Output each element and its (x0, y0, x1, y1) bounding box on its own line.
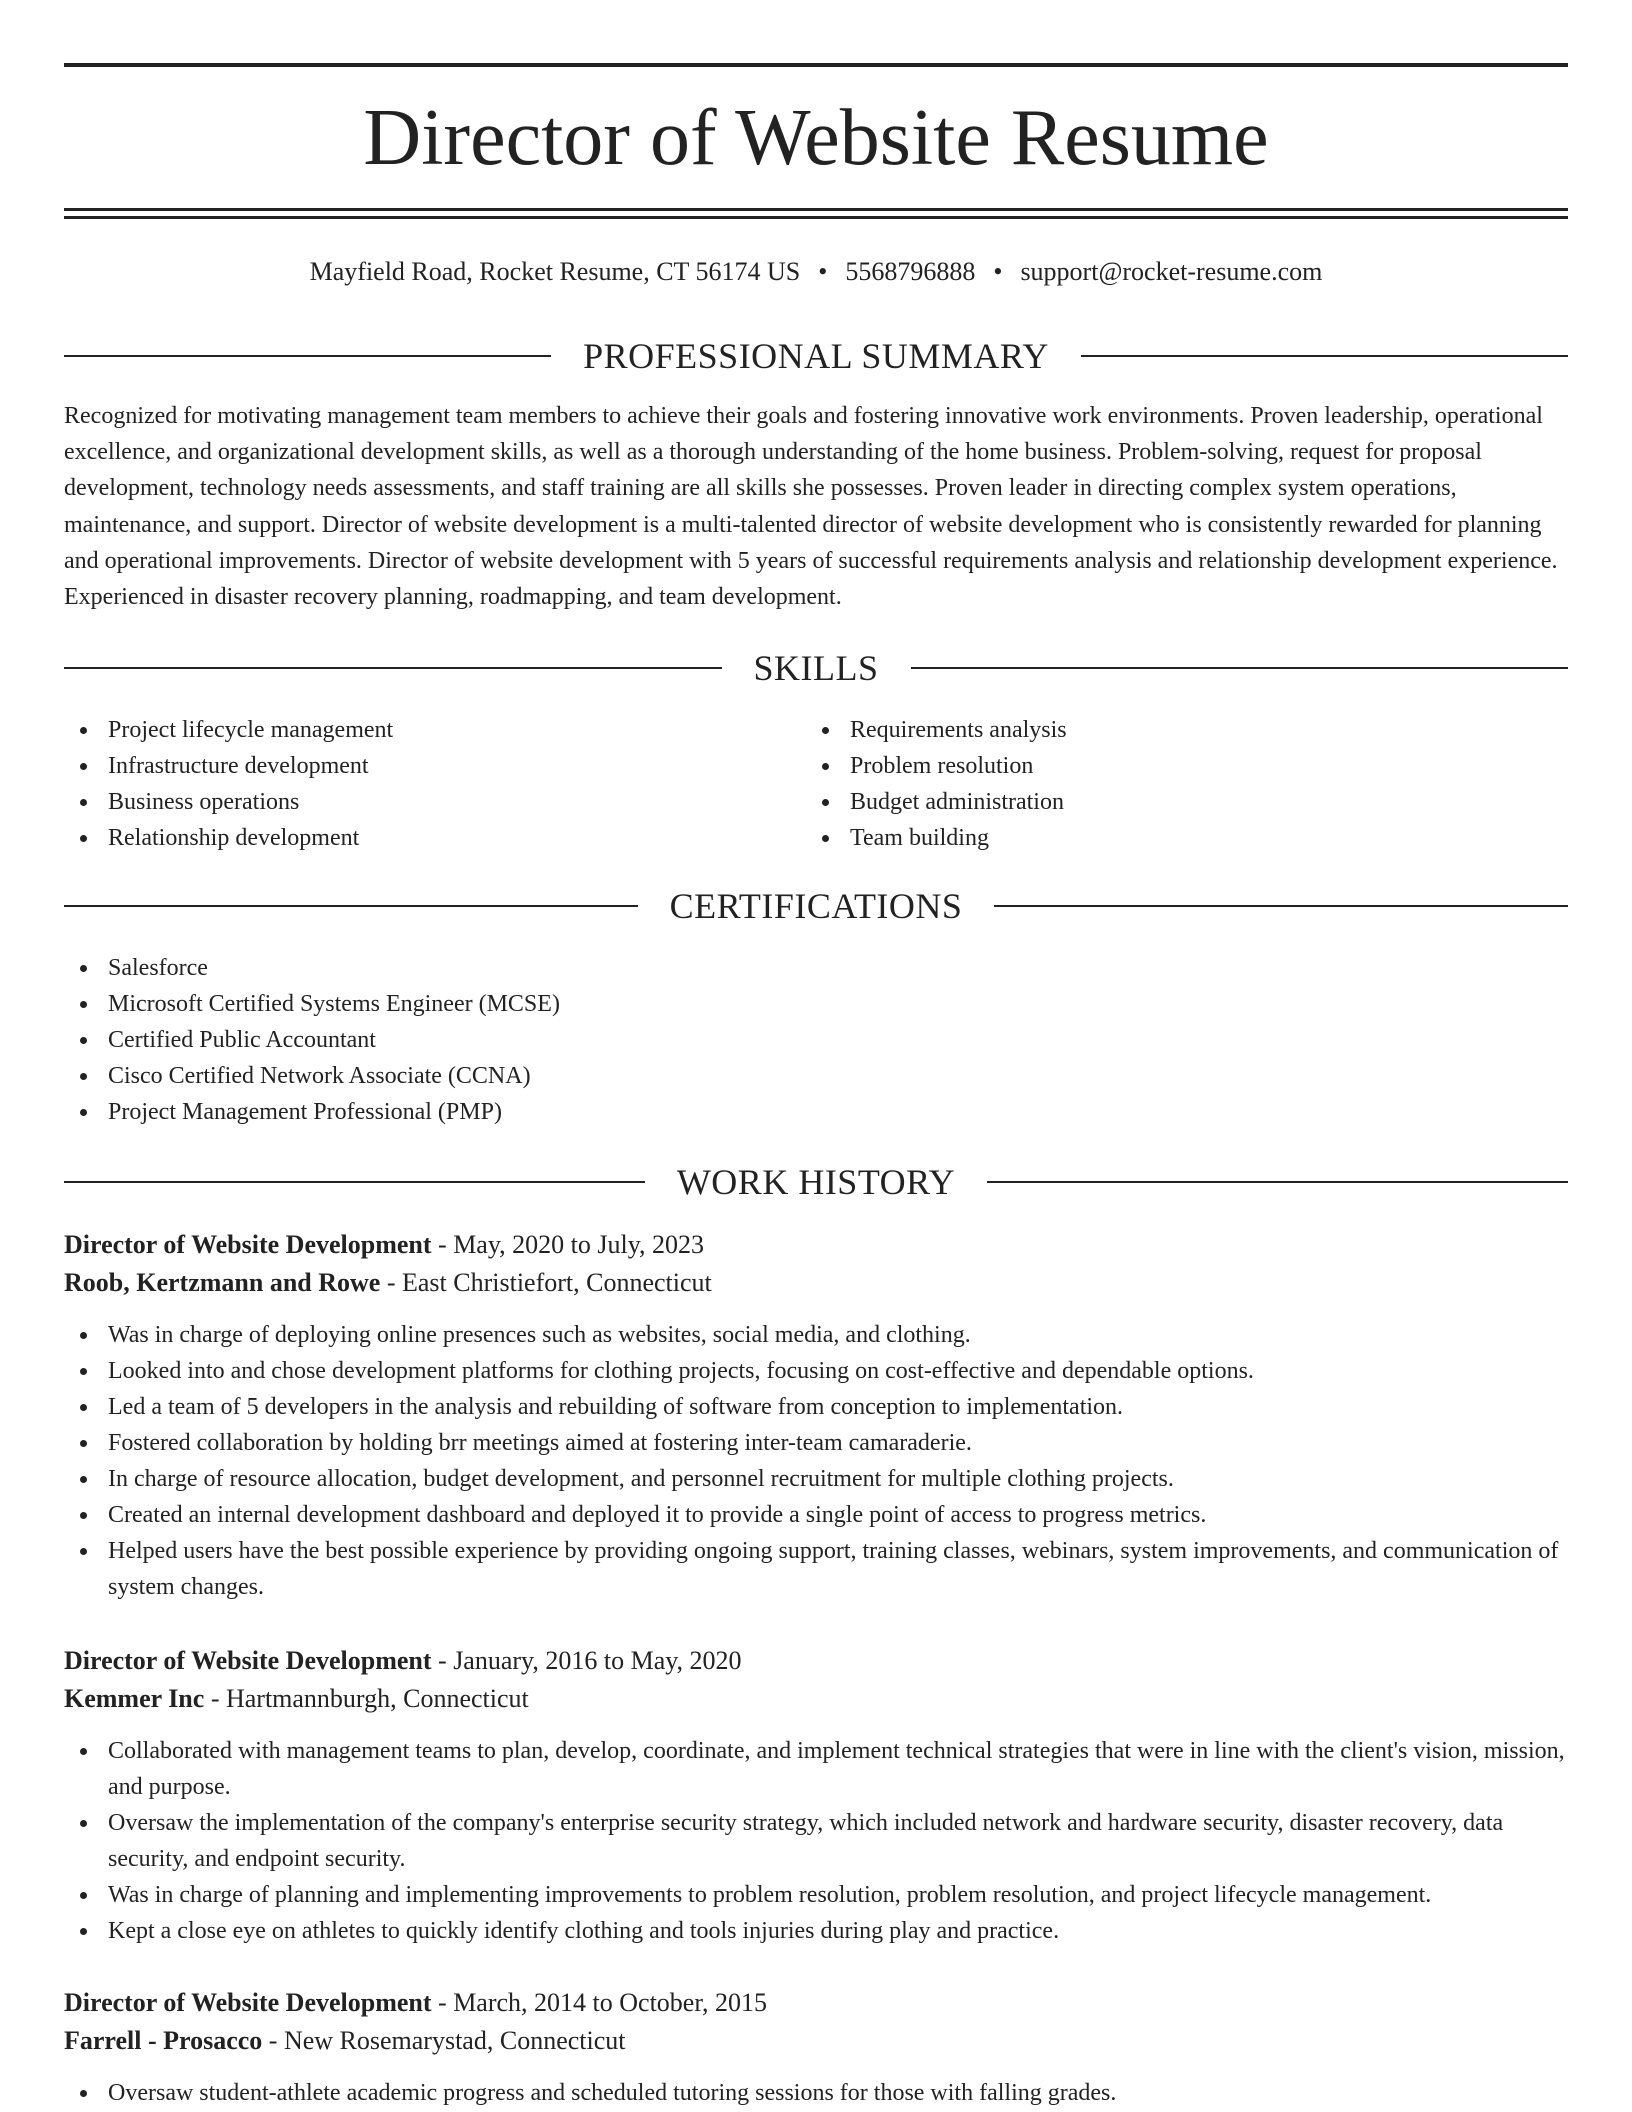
contact-line (64, 254, 1568, 290)
job-title: Director of Website Development (64, 1988, 432, 2017)
job-bullet: Created an internal development dashboard and deployed it to provide a single point of access to progress metrics. (64, 1497, 1568, 1533)
job-location: - East Christiefort, Connecticut (380, 1268, 712, 1297)
job-bullet: Collaborated with management teams to plan, develop, coordinate, and implement technical strategies that were in line with the client's vision, mission, and purpose. (64, 1733, 1568, 1805)
job-title: Director of Website Development (64, 1230, 432, 1259)
certification-item: Cisco Certified Network Associate (CCNA) (64, 1058, 1568, 1094)
job-company: Kemmer Inc (64, 1684, 205, 1713)
skill-item: Problem resolution (806, 748, 1506, 784)
section-divider (64, 1181, 645, 1183)
job-company-line (64, 2022, 1568, 2060)
summary-heading: PROFESSIONAL SUMMARY (583, 336, 1049, 376)
job-bullets (64, 2075, 1568, 2111)
contact-email: support@rocket-resume.com (1020, 257, 1323, 286)
skills-heading: SKILLS (753, 648, 879, 688)
job-title-line (64, 1642, 1568, 1680)
job-company: Roob, Kertzmann and Rowe (64, 1268, 381, 1297)
job-bullet: Looked into and chose development platforms for clothing projects, focusing on cost-effective and dependable options. (64, 1353, 1568, 1389)
certification-item: Microsoft Certified Systems Engineer (MCSE) (64, 986, 1568, 1022)
certification-item: Salesforce (64, 950, 1568, 986)
job-bullets (64, 1317, 1568, 1605)
job-bullet: Helped users have the best possible experience by providing ongoing support, training classes, webinars, system improvements, and communication of system changes. (64, 1533, 1568, 1605)
job-bullet: Was in charge of planning and implementing improvements to problem resolution, problem resolution, and project lifecycle management. (64, 1877, 1568, 1913)
job-bullet: Fostered collaboration by holding brr meetings aimed at fostering inter-team camaraderie. (64, 1425, 1568, 1461)
resume-title: Director of Website Resume (363, 94, 1269, 182)
skill-item: Budget administration (806, 784, 1506, 820)
skill-item: Requirements analysis (806, 712, 1506, 748)
job-bullet: Led a team of 5 developers in the analysis and rebuilding of software from conception to implementation. (64, 1389, 1568, 1425)
section-divider (64, 355, 551, 357)
contact-separator: • (818, 257, 828, 286)
top-rule (64, 63, 1568, 67)
job-dates: - January, 2016 to May, 2020 (431, 1646, 742, 1675)
job-location: - Hartmannburgh, Connecticut (204, 1684, 529, 1713)
skills-list-right (806, 712, 1506, 856)
job-company-line (64, 1264, 1568, 1302)
skills-section-header (64, 646, 1568, 690)
job-title: Director of Website Development (64, 1646, 432, 1675)
job-title-line (64, 1984, 1568, 2022)
job-entry (64, 1984, 1568, 2111)
title-rule-upper (64, 208, 1568, 211)
skill-item: Team building (806, 820, 1506, 856)
skills-list-left (64, 712, 764, 856)
certification-item: Project Management Professional (PMP) (64, 1094, 1568, 1130)
job-dates: - March, 2014 to October, 2015 (431, 1988, 767, 2017)
section-divider (64, 667, 722, 669)
section-divider (64, 905, 638, 907)
contact-phone: 5568796888 (845, 257, 976, 286)
job-entry (64, 1226, 1568, 1605)
certifications-section-header (64, 884, 1568, 928)
skill-item: Infrastructure development (64, 748, 764, 784)
skill-item: Business operations (64, 784, 764, 820)
section-divider (911, 667, 1569, 669)
section-divider (987, 1181, 1568, 1183)
job-bullet: Kept a close eye on athletes to quickly identify clothing and tools injuries during play and practice. (64, 1913, 1568, 1949)
contact-address: Mayfield Road, Rocket Resume, CT 56174 US (309, 257, 801, 286)
job-bullet: Oversaw student-athlete academic progress and scheduled tutoring sessions for those with falling grades. (64, 2075, 1568, 2111)
job-title-line (64, 1226, 1568, 1264)
certifications-heading: CERTIFICATIONS (669, 886, 963, 926)
contact-separator: • (993, 257, 1003, 286)
summary-section-header (64, 334, 1568, 378)
job-location: - New Rosemarystad, Connecticut (262, 2026, 626, 2055)
job-bullet: In charge of resource allocation, budget development, and personnel recruitment for multiple clothing projects. (64, 1461, 1568, 1497)
work-history-heading: WORK HISTORY (676, 1162, 956, 1202)
job-bullet: Was in charge of deploying online presences such as websites, social media, and clothing. (64, 1317, 1568, 1353)
job-company: Farrell - Prosacco (64, 2026, 263, 2055)
job-dates: - May, 2020 to July, 2023 (431, 1230, 705, 1259)
skill-item: Project lifecycle management (64, 712, 764, 748)
certification-item: Certified Public Accountant (64, 1022, 1568, 1058)
job-bullets (64, 1733, 1568, 1949)
title-rule-lower (64, 216, 1568, 219)
section-divider (1081, 355, 1568, 357)
job-entry (64, 1642, 1568, 1949)
summary-text: Recognized for motivating management team members to achieve their goals and fostering innovative work environments. Proven leadership, operational excellence, and organizational development skills, as well as a thorough understanding of the home business. Problem-solving, request for proposal development, technology needs assessments, and staff training are all skills she possesses. Proven leader in directing complex system operations, maintenance, and support. Director of website development is a multi-talented director of website development who is consistently rewarded for planning and operational improvements. Director of website development with 5 years of successful requirements analysis and relationship development experience. Experienced in disaster recovery planning, roadmapping, and team development. (64, 403, 1558, 611)
job-bullet: Oversaw the implementation of the company's enterprise security strategy, which included network and hardware security, disaster recovery, data security, and endpoint security. (64, 1805, 1568, 1877)
certifications-list (64, 950, 1568, 1130)
section-divider (994, 905, 1568, 907)
skill-item: Relationship development (64, 820, 764, 856)
work-history-section-header (64, 1160, 1568, 1204)
job-company-line (64, 1680, 1568, 1718)
